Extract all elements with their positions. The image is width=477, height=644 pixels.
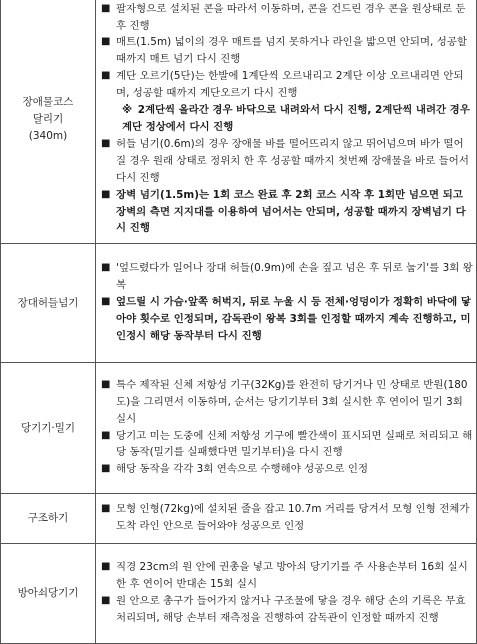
rule-item [100, 501, 473, 535]
note-text: 2계단씩 올라간 경우 바닥으로 내려와서 다시 진행, 2계단씩 내려간 경우 계단 정상에서 다시 진행 [122, 104, 470, 133]
note-item [100, 102, 473, 136]
square-bullet-icon: ■ [101, 262, 111, 274]
rule-text: 해당 동작을 각각 3회 연속으로 수행해야 성공으로 인정 [116, 463, 369, 476]
square-bullet-icon: ■ [101, 378, 111, 390]
rule-cell [96, 363, 477, 494]
square-bullet-icon: ■ [101, 137, 111, 149]
rule-text: 계단 오르기(5단)는 한발에 1계단씩 오르내리고 2계단 이상 오르내리면 안되며, 성공할 때까지 계단오르기 다시 진행 [116, 70, 464, 100]
square-bullet-icon: ■ [101, 463, 111, 475]
rule-text: 당기고 미는 도중에 신체 저항성 기구에 빨간색이 표시되면 실패로 처리되고 해당 동작(밀기를 실패했다면 밀기부터)을 다시 진행 [116, 429, 473, 459]
category-label: (340m) [28, 130, 68, 142]
note-mark-icon: ※ [122, 104, 136, 117]
rule-cell [96, 0, 477, 244]
table-row [1, 544, 477, 644]
rule-item [100, 187, 473, 238]
square-bullet-icon: ■ [101, 36, 111, 48]
table-row [1, 363, 477, 494]
rule-text: 특수 제작된 신체 저항성 기구(32Kg)를 완전히 당기거나 민 상태로 반원(180도)을 그리면서 이동하며, 순서는 당기기부터 3회 실시한 후 연이어 밀기 3회 실시 [116, 378, 468, 425]
rule-item [100, 461, 473, 478]
rule-item [100, 136, 473, 187]
square-bullet-icon: ■ [101, 188, 111, 200]
category-label: 당기기·밀기 [20, 421, 76, 434]
rule-cell [96, 544, 477, 644]
table-row [1, 0, 477, 244]
square-bullet-icon: ■ [101, 429, 111, 441]
rule-text: 모형 인형(72kg)에 설치된 줄을 잡고 10.7m 거리를 당겨서 모형 인형 전체가 도착 라인 안으로 들어와야 성공으로 인정 [116, 503, 470, 532]
rule-text: 매트(1.5m) 넓이의 경우 매트를 넘지 못하거나 라인을 밟으면 안되며, 성공할 때까지 매트 넘기 다시 진행 [116, 36, 468, 66]
category-label: 방아쇠당기기 [17, 587, 79, 599]
category-label: 구조하기 [27, 512, 69, 524]
category-cell [1, 363, 96, 494]
rule-text: 직경 23cm의 원 안에 권총을 넣고 방아쇠 당기기를 주 사용손부터 16회 실시한 후 연이어 반대손 15회 실시 [116, 561, 468, 591]
category-cell [1, 0, 96, 244]
category-label: 장애물코스 [22, 96, 74, 108]
rule-cell [96, 244, 477, 363]
rule-item [100, 559, 473, 593]
rule-item [100, 34, 473, 68]
category-cell [1, 544, 96, 644]
square-bullet-icon: ■ [101, 70, 111, 82]
category-label: 장대허들넘기 [17, 296, 79, 309]
rule-text: 엎드릴 시 가슴·앞쪽 허벅지, 뒤로 누울 시 등 전체·엉덩이가 정확히 바닥에 닿아야 횟수로 인정되며, 감독관이 왕복 3회를 인정할 때까지 계속 진행하고, 미인정시 해당 동작부터 다시 진행 [116, 296, 471, 342]
rule-text: 원 안으로 총구가 들어가지 않거나 구조물에 닿을 경우 해당 손의 기록은 무효 처리되며, 해당 손부터 재측정을 진행하여 감독관이 인정할 때까지 진행 [116, 595, 466, 624]
rule-item [100, 593, 473, 627]
square-bullet-icon: ■ [101, 296, 111, 308]
rule-cell [96, 494, 477, 544]
square-bullet-icon: ■ [101, 561, 111, 573]
category-label: 달리기 [32, 113, 64, 125]
rule-item [100, 428, 473, 462]
table-row [1, 494, 477, 544]
square-bullet-icon: ■ [101, 595, 111, 606]
rule-item [100, 260, 473, 294]
rule-item [100, 377, 473, 428]
rule-text: '엎드렸다가 일어나 장대 허들(0.9m)에 손을 짚고 넘은 후 뒤로 눕기'를 3회 왕복 [116, 262, 473, 292]
category-cell [1, 494, 96, 544]
square-bullet-icon: ■ [101, 503, 111, 515]
table-row [1, 244, 477, 363]
rule-text: 허들 넘기(0.6m)의 경우 장애물 바를 떨어뜨리지 않고 뛰어넘으며 바가 떨어질 경우 원래 상태로 정위치 한 후 성공할 때까지 첫번째 장애물을 바로 들어서 다시 진행 [116, 137, 469, 184]
rule-text: 장벽 넘기(1.5m)는 1회 코스 완료 후 2회 코스 시작 후 1회만 넘으면 되고 장벽의 측면 지지대를 이용하여 넘어서는 안되며, 성공할 때까지 장벽넘기 다시 진행 [116, 188, 466, 235]
rule-item [100, 294, 473, 345]
rule-item [100, 1, 473, 35]
rule-item [100, 68, 473, 102]
category-cell [1, 244, 96, 363]
rule-text: 팔자형으로 설치된 콘을 따라서 이동하며, 콘을 건드린 경우 콘을 원상태로 둔 후 진행 [116, 2, 466, 32]
square-bullet-icon: ■ [101, 2, 111, 14]
